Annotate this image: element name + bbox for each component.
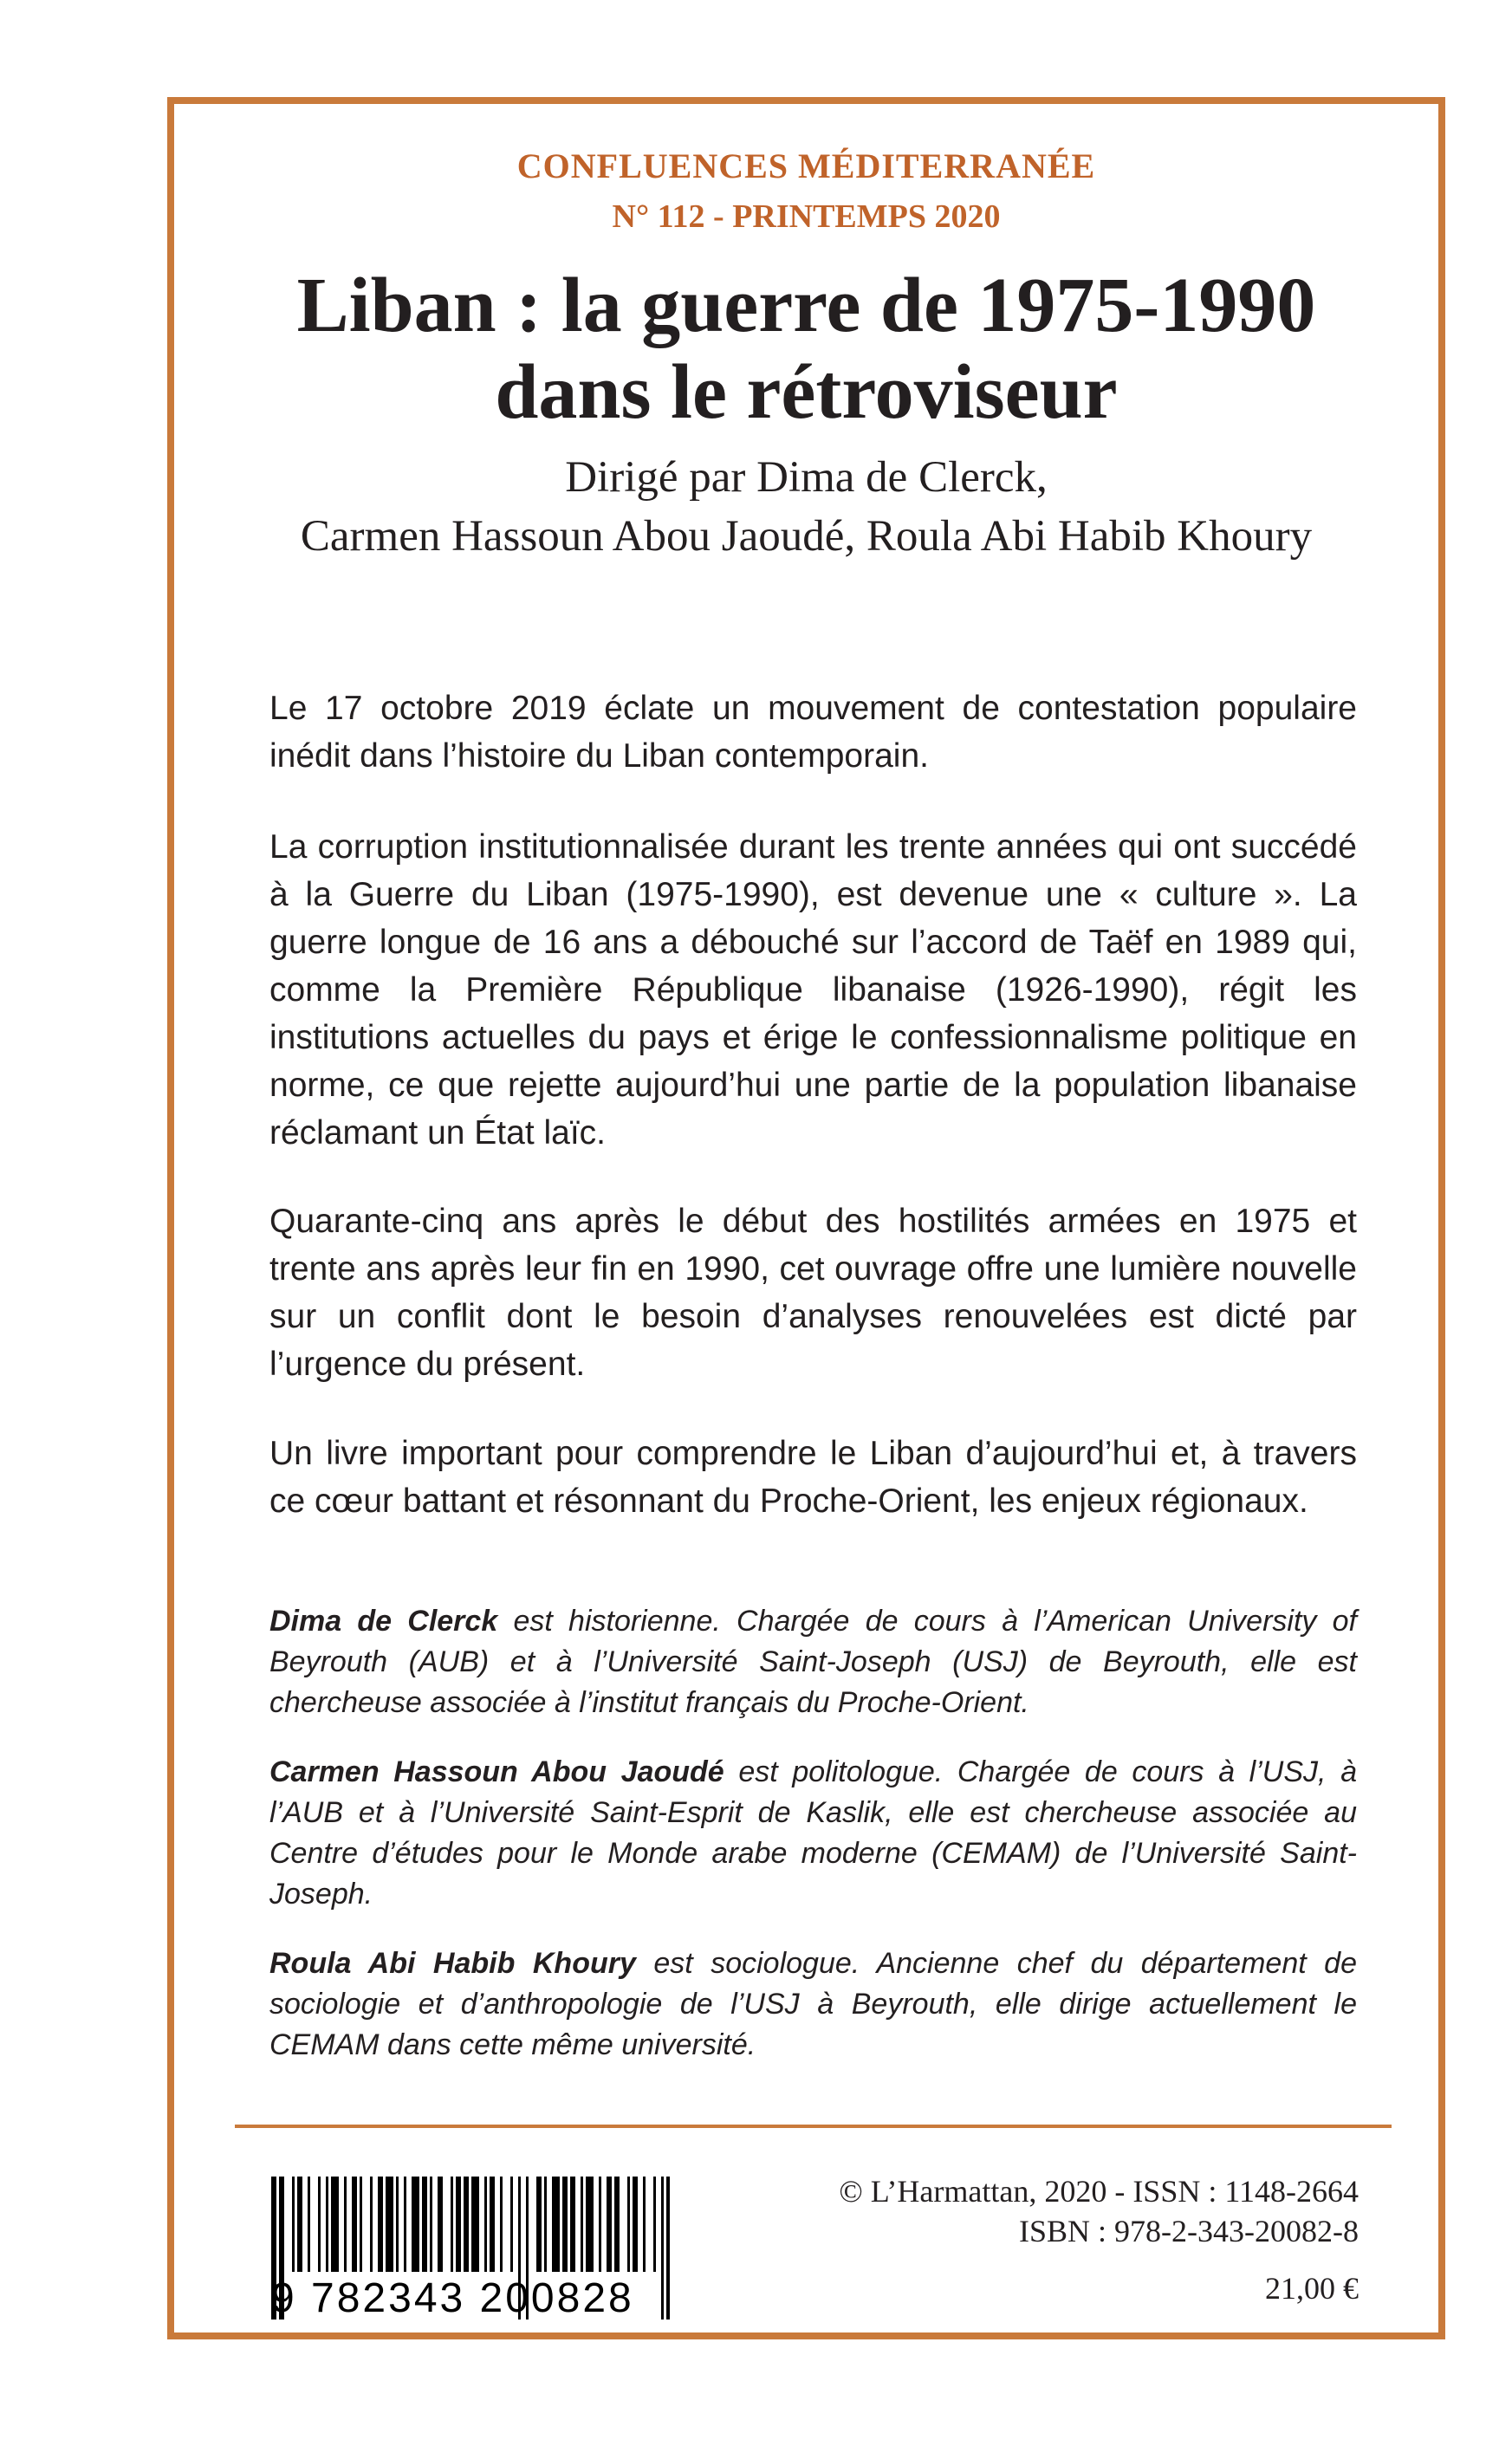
barcode-bar — [396, 2177, 399, 2272]
editors-line-2: Carmen Hassoun Abou Jaoudé, Roula Abi Habib Khoury — [300, 512, 1313, 561]
barcode-bar — [627, 2177, 630, 2272]
author-bio — [269, 1943, 1357, 2066]
book-title-line-2: dans le rétroviseur — [495, 349, 1118, 435]
barcode-bar — [510, 2177, 513, 2272]
blurb-paragraph: La corruption institutionnalisée durant les trente années qui ont succédé à la Guerre du Liban (1975-1990), est devenue une « culture ». La guerre longue de 16 ans a débouché sur l’accord de Taëf en 1989 qui, comme la Première République libanaise (1926-1990), régit les institutions actuelles du pays et érige le confessionnalisme politique en norme, ce que rejette aujourd’hui une partie de la population libanaise réclamant un État laïc. — [269, 828, 1357, 1152]
barcode-bar — [326, 2177, 328, 2272]
copyright-line: © L’Harmattan, 2020 - ISSN : 1148-2664 — [839, 2174, 1359, 2209]
author-bio-text: est politologue. Chargée de cours à l’USJ, à l’AUB et à l’Université Saint-Esprit de Kaslik, elle est chercheuse associée au Centre d’études pour le Monde arabe moderne (CEMAM) de l’Université Saint-Joseph. — [269, 1755, 1358, 1911]
author-bio — [269, 1601, 1357, 1723]
barcode-bar — [308, 2177, 310, 2272]
barcode-bar — [386, 2177, 393, 2272]
barcode-bar — [471, 2177, 479, 2272]
barcode-bar — [536, 2177, 542, 2272]
barcode-bar — [451, 2177, 453, 2272]
barcode-bar — [643, 2177, 646, 2272]
blurb-paragraph: Un livre important pour comprendre le Liban d’aujourd’hui et, à travers ce cœur battant et résonnant du Proche-Orient, les enjeux régionaux. — [269, 1435, 1357, 1520]
barcode-bar — [607, 2177, 612, 2272]
barcode-bar — [614, 2177, 620, 2272]
blurb-paragraph: Quarante-cinq ans après le début des hostilités armées en 1975 et trente ans après leur fin en 1990, cet ouvrage offre une lumière nouvelle sur un conflit dont le besoin d’analyses renouvelées est dicté par l’urgence du présent. — [269, 1203, 1357, 1383]
issue-number: N° 112 - PRINTEMPS 2020 — [612, 198, 1001, 235]
barcode-bar — [331, 2177, 339, 2272]
barcode-bar — [318, 2177, 321, 2272]
author-name: Roula Abi Habib Khoury — [269, 1947, 636, 1980]
author-name: Carmen Hassoun Abou Jaoudé — [269, 1755, 724, 1788]
barcode-bar — [292, 2177, 295, 2272]
barcode-bar — [404, 2177, 406, 2272]
barcode-bar — [490, 2177, 495, 2272]
barcode-bar — [297, 2177, 302, 2272]
barcode-bar — [633, 2177, 638, 2272]
barcode-bar — [430, 2177, 432, 2272]
barcode-bar — [586, 2177, 594, 2272]
book-title-line-1: Liban : la guerre de 1975-1990 — [296, 263, 1316, 348]
author-bio — [269, 1752, 1357, 1915]
barcode-bar — [552, 2177, 560, 2272]
barcode-bar — [562, 2177, 568, 2272]
barcode-bar — [484, 2177, 487, 2272]
barcode-bar — [464, 2177, 469, 2272]
barcode-bar — [412, 2177, 419, 2272]
editors-line-1: Dirigé par Dima de Clerck, — [565, 453, 1048, 502]
barcode-bar — [438, 2177, 443, 2272]
isbn-line: ISBN : 978-2-343-20082-8 — [1019, 2214, 1359, 2248]
barcode-bar — [378, 2177, 383, 2272]
barcode-bar — [422, 2177, 427, 2272]
barcode-bar — [581, 2177, 583, 2272]
cover-frame — [167, 97, 1445, 2339]
barcode-bar — [570, 2177, 575, 2272]
blurb-paragraph: Le 17 octobre 2019 éclate un mouvement de contestation populaire inédit dans l’histoire du Liban contemporain. — [269, 690, 1357, 775]
author-bio-text: est sociologue. Ancienne chef du département de sociologie et d’anthropologie de l’USJ à Beyrouth, elle dirige actuellement le CEMAM dans cette même université. — [269, 1947, 1357, 2061]
barcode-number: 9 782343 200828 — [271, 2275, 634, 2321]
barcode-bar — [544, 2177, 547, 2272]
barcode-bar — [360, 2177, 362, 2272]
barcode-bar — [370, 2177, 373, 2272]
barcode-bar — [599, 2177, 601, 2272]
barcode-bar — [456, 2177, 461, 2272]
footer-divider — [235, 2125, 1392, 2128]
author-name: Dima de Clerck — [269, 1605, 498, 1638]
barcode-bar — [344, 2177, 347, 2272]
author-bio-text: est historienne. Chargée de cours à l’American University of Beyrouth (AUB) et à l’Université Saint-Joseph (USJ) de Beyrouth, elle est chercheuse associée à l’institut français du Proche-Orient. — [269, 1605, 1357, 1719]
series-title: CONFLUENCES MÉDITERRANÉE — [516, 146, 1096, 185]
barcode-bar — [500, 2177, 503, 2272]
barcode-bar — [653, 2177, 656, 2272]
price: 21,00 € — [1265, 2271, 1359, 2306]
barcode-bar — [352, 2177, 357, 2272]
